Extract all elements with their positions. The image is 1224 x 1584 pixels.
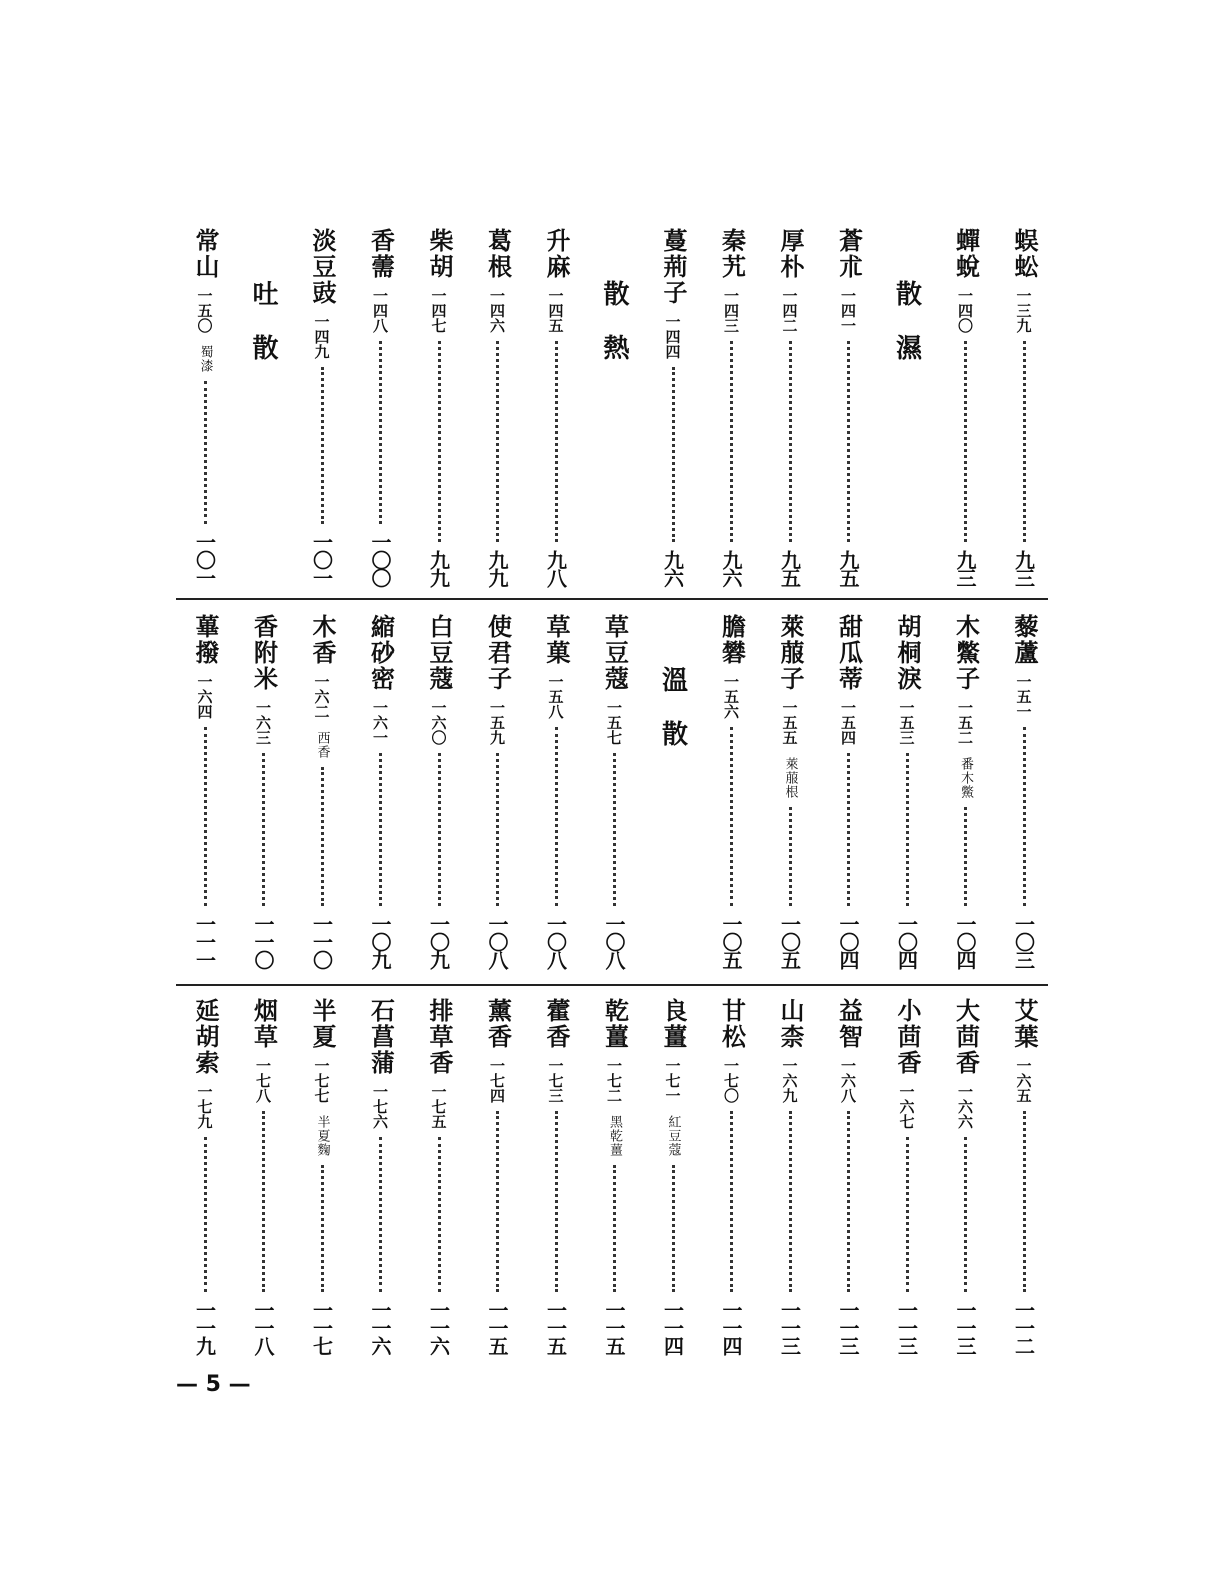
entry-note: 蜀漆	[197, 345, 213, 373]
entry-number: 一四四	[663, 314, 682, 359]
section-heading-text: 溫散	[657, 666, 688, 774]
toc-entry	[649, 228, 697, 586]
toc-entry	[532, 998, 580, 1354]
dot-leader	[964, 341, 967, 542]
entry-name: 排草香	[425, 998, 454, 1076]
entry-name: 藿香	[542, 998, 571, 1050]
toc-entry	[883, 614, 931, 968]
entry-number: 一四〇	[956, 288, 974, 333]
entry-number: 一五三	[897, 700, 916, 745]
entry-number: 一六六	[956, 1084, 974, 1129]
dot-leader	[555, 727, 558, 906]
dot-leader	[496, 1111, 499, 1292]
entry-name: 白豆蔻	[425, 614, 454, 692]
section-heading	[591, 228, 639, 586]
toc-entry	[532, 228, 580, 586]
toc-entry	[591, 998, 639, 1354]
dot-leader	[1023, 727, 1026, 906]
entry-name: 甘松	[717, 998, 747, 1050]
entry-number: 一六〇	[429, 700, 448, 745]
entry-name: 胡桐淚	[893, 614, 922, 692]
entry-number: 一四三	[722, 288, 740, 333]
entry-name: 乾薑	[600, 998, 630, 1050]
dot-leader	[555, 1111, 558, 1292]
toc-entry	[415, 614, 463, 968]
entry-number: 一七一	[663, 1058, 682, 1103]
dot-leader	[321, 1165, 324, 1292]
entry-name: 香薷	[366, 228, 396, 280]
toc-entry	[708, 998, 756, 1354]
entry-name: 大茴香	[951, 998, 981, 1076]
entry-name: 厚朴	[776, 228, 805, 280]
entry-note: 紅豆蔻	[665, 1115, 681, 1157]
entry-page: 一一三	[953, 1300, 977, 1354]
toc-entry	[474, 614, 522, 968]
entry-page: 一一〇	[251, 914, 275, 968]
entry-page: 一〇五	[777, 914, 802, 968]
entry-name: 葛根	[483, 228, 513, 280]
dot-leader	[496, 753, 499, 906]
toc-tier-3	[168, 998, 1048, 1354]
entry-name: 益智	[834, 998, 864, 1050]
dot-leader	[964, 807, 967, 906]
entry-name: 萊菔子	[776, 614, 805, 692]
dot-leader	[379, 341, 382, 524]
dot-leader	[379, 1137, 382, 1292]
entry-number: 一五五	[780, 700, 799, 745]
entry-number: 一四六	[488, 288, 506, 333]
entry-number: 一六一	[371, 700, 389, 745]
toc-entry	[298, 998, 346, 1354]
dot-leader	[964, 1137, 967, 1292]
toc-entry	[357, 228, 405, 586]
entry-number: 一五六	[722, 674, 740, 719]
entry-name: 秦艽	[717, 228, 747, 280]
dot-leader	[672, 367, 675, 542]
toc-entry	[532, 614, 580, 968]
entry-page: 一〇四	[894, 914, 919, 968]
toc-tier-2	[168, 614, 1048, 968]
dot-leader	[847, 1111, 850, 1292]
entry-page: 九六	[719, 550, 743, 586]
toc-entry	[240, 614, 288, 968]
entry-page: 一一八	[251, 1300, 275, 1354]
entry-number: 一四九	[312, 314, 331, 359]
entry-name: 使君子	[483, 614, 513, 692]
entry-page: 一一四	[719, 1300, 743, 1354]
entry-page: 一〇八	[485, 914, 509, 968]
dot-leader	[1023, 1111, 1026, 1292]
toc-entry	[825, 228, 873, 586]
dot-leader	[204, 727, 207, 906]
dot-leader	[613, 1165, 616, 1292]
entry-number: 一六八	[839, 1058, 857, 1103]
toc-entry	[883, 998, 931, 1354]
entry-name: 膽礬	[717, 614, 747, 666]
entry-name: 蜈蚣	[1010, 228, 1039, 280]
entry-number: 一四五	[546, 288, 565, 333]
entry-number: 一四一	[839, 288, 857, 333]
toc-entry	[708, 228, 756, 586]
toc-entry	[298, 228, 346, 586]
entry-number: 一五七	[605, 700, 623, 745]
entry-page: 九六	[660, 550, 685, 586]
dot-leader	[672, 1165, 675, 1292]
dot-leader	[555, 341, 558, 542]
entry-page: 一〇一	[309, 532, 334, 586]
entry-page: 一一七	[309, 1300, 334, 1354]
entry-name: 艾葉	[1010, 998, 1039, 1050]
entry-page: 九五	[777, 550, 802, 586]
entry-page: 一〇三	[1011, 914, 1036, 968]
dot-leader	[438, 341, 441, 542]
entry-page: 九九	[426, 550, 451, 586]
entry-number: 一七七	[312, 1058, 331, 1103]
entry-number: 一七六	[371, 1084, 389, 1129]
dot-leader	[789, 341, 792, 542]
entry-number: 一五一	[1014, 674, 1033, 719]
entry-page: 一〇九	[368, 914, 392, 968]
dot-leader	[730, 727, 733, 906]
dot-leader	[438, 1137, 441, 1292]
entry-page: 九九	[485, 550, 509, 586]
entry-page: 一〇八	[602, 914, 626, 968]
entry-note: 番木鱉	[958, 757, 973, 799]
toc-entry	[1000, 614, 1048, 968]
toc-entry	[181, 228, 229, 586]
entry-note: 西香	[314, 731, 330, 759]
entry-number: 一七三	[546, 1058, 565, 1103]
dot-leader	[262, 1111, 265, 1292]
toc-entry	[181, 998, 229, 1354]
toc-entry	[240, 998, 288, 1354]
entry-name: 小茴香	[893, 998, 922, 1076]
section-heading-text: 散濕	[891, 280, 922, 388]
entry-name: 木香	[308, 614, 337, 666]
entry-name: 草豆蔻	[600, 614, 630, 692]
dot-leader	[321, 367, 324, 524]
entry-number: 一三九	[1014, 288, 1033, 333]
entry-number: 一七〇	[722, 1058, 740, 1103]
entry-page: 一一三	[777, 1300, 802, 1354]
toc-entry	[942, 998, 990, 1354]
toc-entry	[357, 998, 405, 1354]
toc-entry	[298, 614, 346, 968]
entry-name: 甜瓜蒂	[834, 614, 864, 692]
entry-name: 蔓荊子	[659, 228, 688, 306]
toc-entry	[649, 998, 697, 1354]
dot-leader	[847, 753, 850, 906]
entry-page: 一〇四	[836, 914, 860, 968]
toc-entry	[942, 228, 990, 586]
entry-page: 一一一	[192, 914, 217, 968]
entry-name: 薰香	[483, 998, 513, 1050]
entry-page: 九三	[953, 550, 977, 586]
section-heading	[649, 614, 697, 968]
toc-entry	[591, 614, 639, 968]
dot-leader	[204, 1137, 207, 1292]
entry-number: 一五〇	[195, 288, 214, 333]
entry-number: 一五九	[488, 700, 506, 745]
toc-tier-1	[168, 228, 1048, 586]
dot-leader	[1023, 341, 1026, 542]
toc-entry	[1000, 228, 1048, 586]
entry-page: 一一五	[602, 1300, 626, 1354]
entry-name: 半夏	[308, 998, 337, 1050]
entry-page: 一〇一	[192, 532, 217, 586]
entry-number: 一五四	[839, 700, 857, 745]
entry-number: 一七四	[488, 1058, 506, 1103]
entry-page: 一一四	[660, 1300, 685, 1354]
entry-name: 延胡索	[191, 998, 220, 1076]
entry-page: 一一九	[192, 1300, 217, 1354]
toc-entry	[1000, 998, 1048, 1354]
entry-name: 山柰	[776, 998, 805, 1050]
toc-entry	[766, 228, 814, 586]
entry-number: 一六九	[780, 1058, 799, 1103]
section-heading-text: 散熱	[599, 280, 629, 388]
dot-leader	[789, 1111, 792, 1292]
entry-number: 一七九	[195, 1084, 214, 1129]
toc-entry	[474, 998, 522, 1354]
entry-note: 黑乾薑	[607, 1115, 622, 1157]
entry-page: 一一六	[426, 1300, 451, 1354]
entry-page: 一〇八	[543, 914, 568, 968]
entry-name: 藜蘆	[1010, 614, 1039, 666]
entry-number: 一六四	[195, 674, 214, 719]
entry-number: 一四八	[371, 288, 389, 333]
section-heading	[883, 228, 931, 586]
dot-leader	[262, 753, 265, 906]
toc-entry	[415, 228, 463, 586]
entry-page: 一一二	[1011, 1300, 1036, 1354]
entry-note: 萊菔根	[782, 757, 798, 799]
toc-entry	[766, 998, 814, 1354]
toc-entry	[708, 614, 756, 968]
entry-page: 一一五	[543, 1300, 568, 1354]
dot-leader	[730, 341, 733, 542]
entry-number: 一四七	[429, 288, 448, 333]
dot-leader	[204, 381, 207, 524]
entry-number: 一六七	[897, 1084, 916, 1129]
entry-name: 淡豆豉	[308, 228, 337, 306]
entry-name: 常山	[191, 228, 220, 280]
entry-number: 一五八	[546, 674, 565, 719]
entry-number: 一六五	[1014, 1058, 1033, 1103]
entry-name: 草菓	[542, 614, 571, 666]
dot-leader	[906, 753, 909, 906]
entry-page: 一〇四	[953, 914, 977, 968]
entry-number: 一五二	[956, 700, 974, 745]
dot-leader	[730, 1111, 733, 1292]
entry-name: 升麻	[542, 228, 571, 280]
entry-number: 一七五	[429, 1084, 448, 1129]
entry-number: 一六三	[254, 700, 272, 745]
entry-name: 蟬蛻	[951, 228, 981, 280]
entry-page: 九三	[1011, 550, 1036, 586]
section-heading-text: 吐散	[248, 280, 278, 388]
entry-number: 一六二	[312, 674, 331, 719]
entry-page: 九五	[836, 550, 860, 586]
entry-number: 一七二	[605, 1058, 623, 1103]
entry-name: 良薑	[659, 998, 688, 1050]
entry-page: 一一〇	[309, 914, 334, 968]
toc-entry	[181, 614, 229, 968]
entry-page: 一一三	[836, 1300, 860, 1354]
dot-leader	[906, 1137, 909, 1292]
entry-page: 一一三	[894, 1300, 919, 1354]
section-heading	[240, 228, 288, 586]
entry-page: 一一六	[368, 1300, 392, 1354]
page-number: — 5 —	[176, 1372, 251, 1397]
entry-name: 柴胡	[425, 228, 454, 280]
entry-page: 九八	[543, 550, 568, 586]
entry-name: 烟草	[249, 998, 279, 1050]
dot-leader	[847, 341, 850, 542]
toc-entry	[357, 614, 405, 968]
entry-name: 縮砂密	[366, 614, 396, 692]
dot-leader	[613, 753, 616, 906]
tier-divider	[176, 984, 1048, 986]
entry-name: 蓽撥	[191, 614, 220, 666]
entry-page: 一一五	[485, 1300, 509, 1354]
toc-entry	[474, 228, 522, 586]
entry-note: 半夏麴	[314, 1115, 330, 1157]
entry-number: 一四二	[780, 288, 799, 333]
entry-number: 一七八	[254, 1058, 272, 1103]
dot-leader	[789, 807, 792, 906]
toc-entry	[942, 614, 990, 968]
toc-entry	[415, 998, 463, 1354]
toc-entry	[766, 614, 814, 968]
entry-name: 石菖蒲	[366, 998, 396, 1076]
toc-entry	[825, 614, 873, 968]
entry-page: 一〇五	[719, 914, 743, 968]
entry-name: 蒼朮	[834, 228, 864, 280]
tier-divider	[176, 598, 1048, 600]
toc-entry	[825, 998, 873, 1354]
entry-page: 一〇九	[426, 914, 451, 968]
entry-name: 香附米	[249, 614, 279, 692]
dot-leader	[379, 753, 382, 906]
dot-leader	[438, 753, 441, 906]
entry-page: 一〇〇	[368, 532, 392, 586]
entry-name: 木鱉子	[951, 614, 981, 692]
dot-leader	[321, 767, 324, 906]
dot-leader	[496, 341, 499, 542]
